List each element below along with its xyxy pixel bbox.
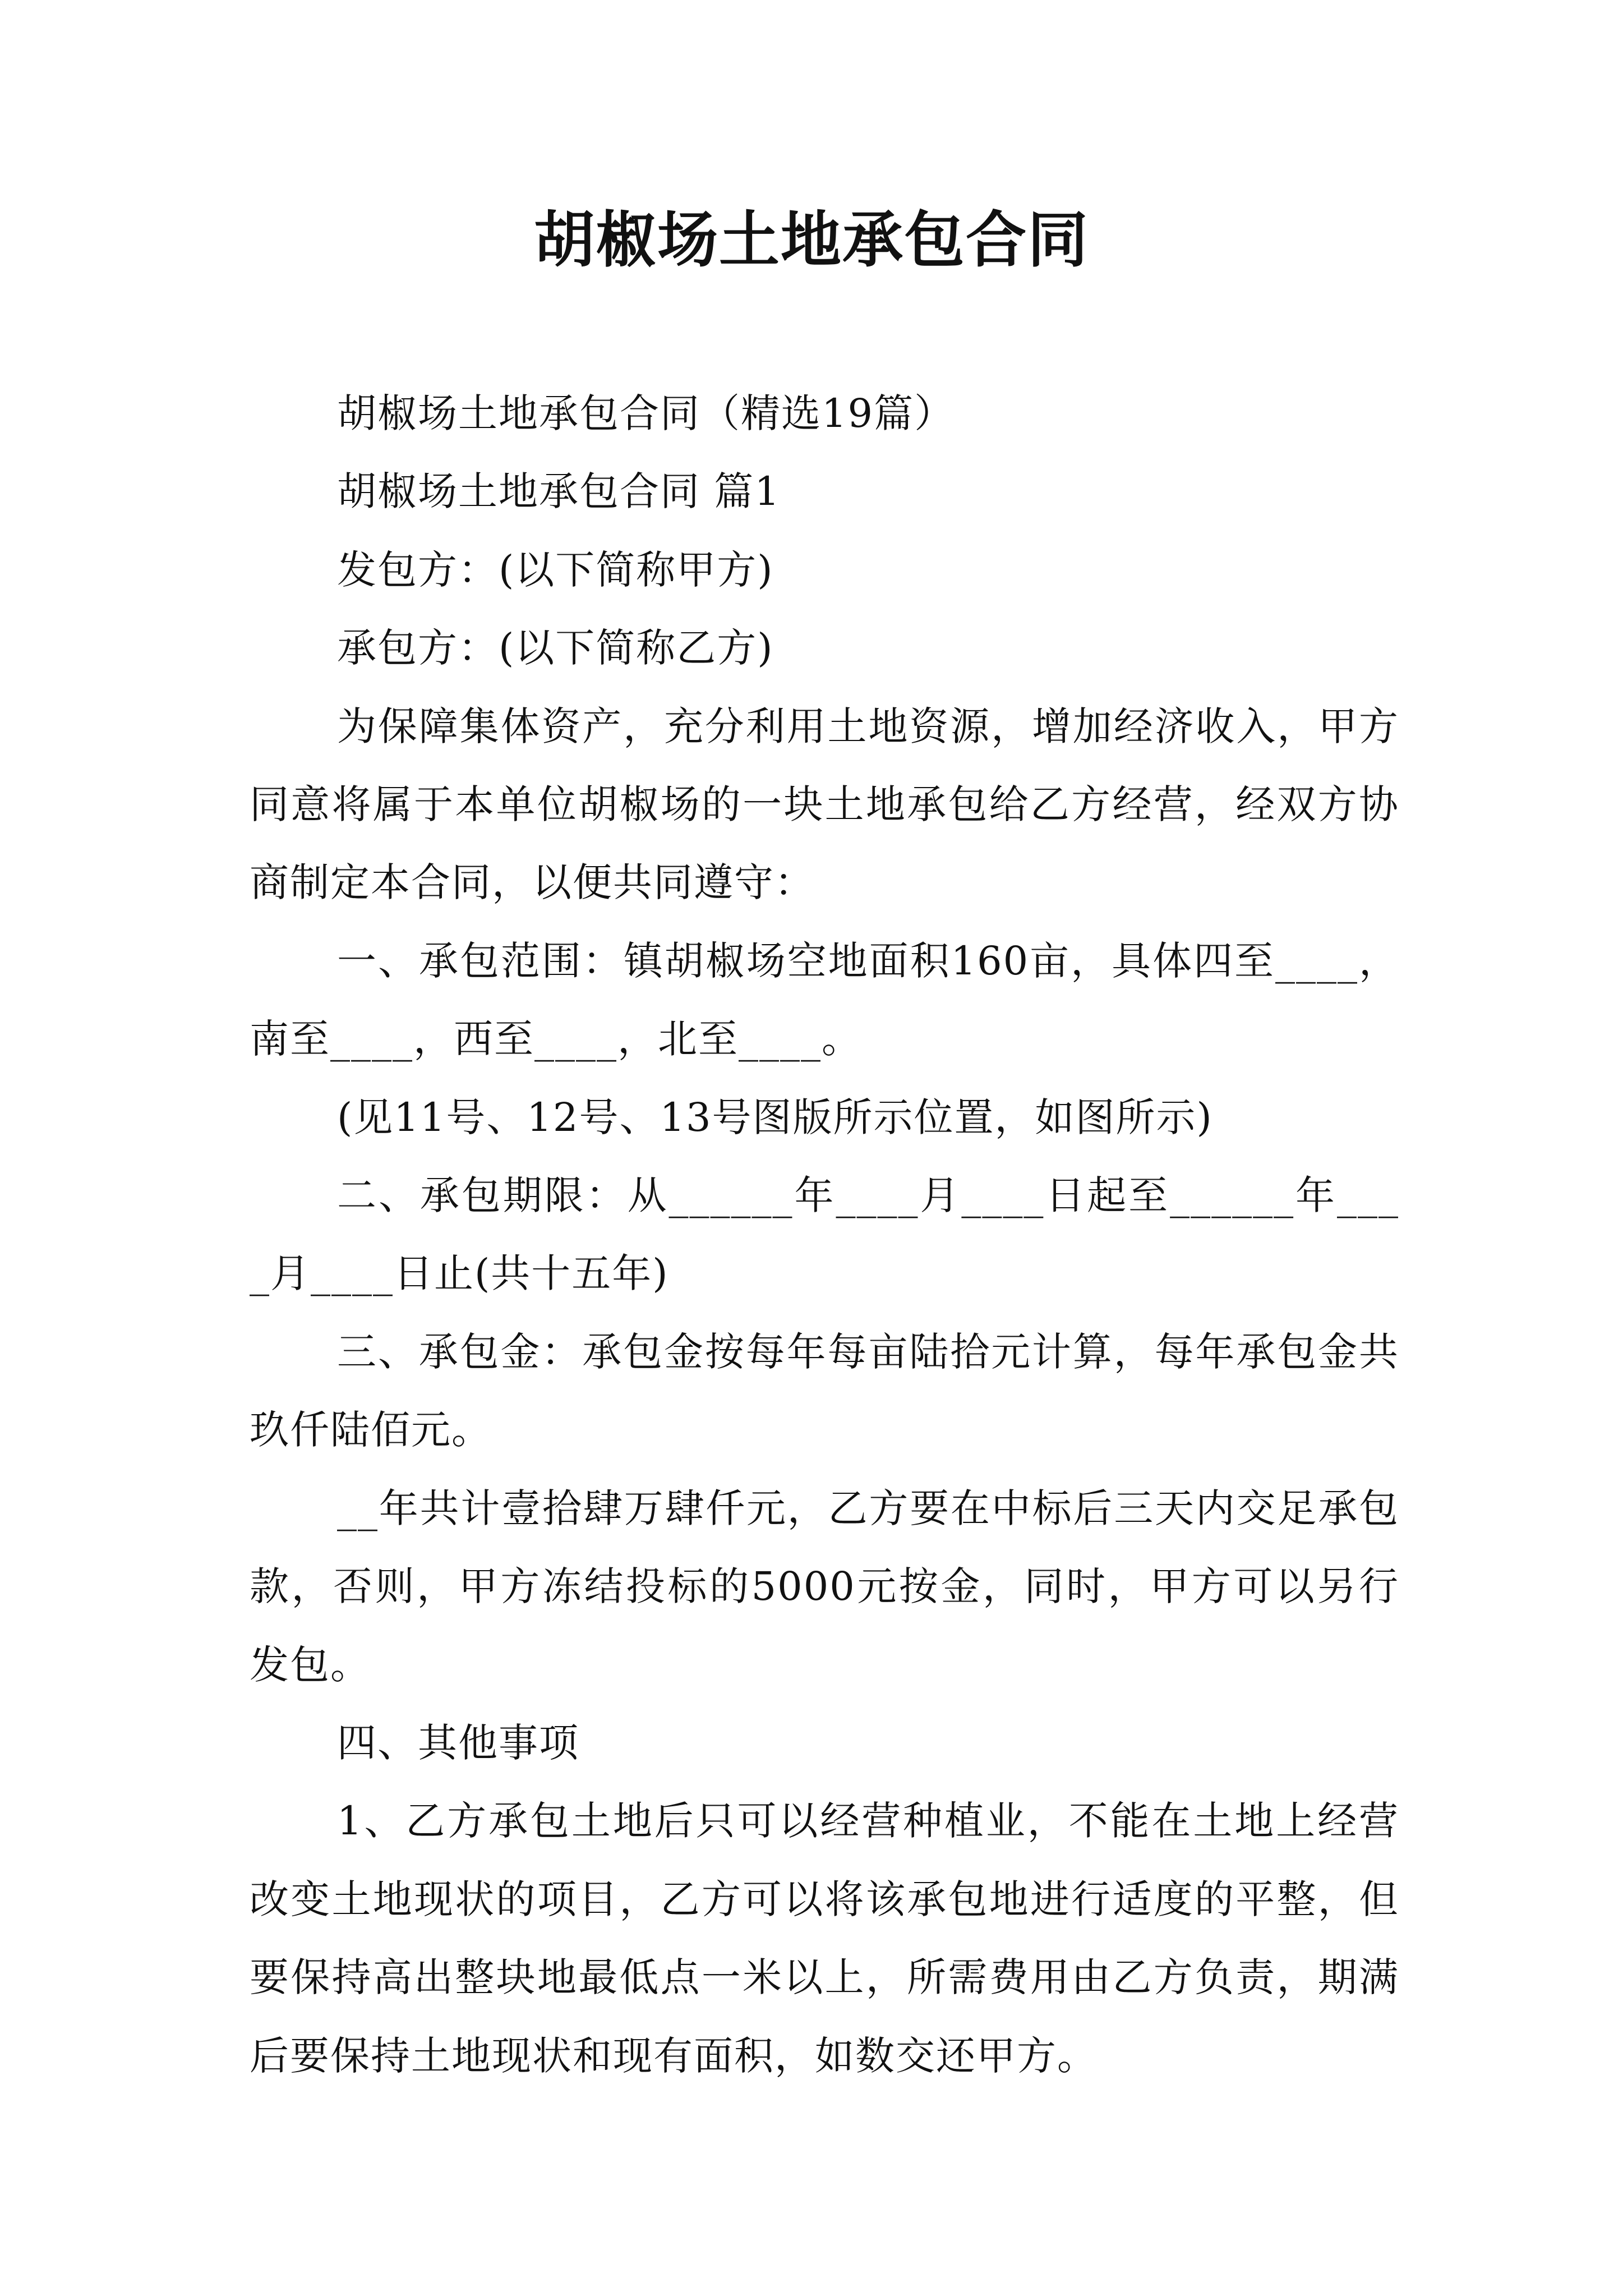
party-b-line: 承包方：(以下简称乙方)	[337, 625, 774, 671]
subtitle-paragraph: 胡椒场土地承包合同（精选19篇）	[337, 390, 955, 436]
document-title: 胡椒场土地承包合同	[533, 205, 1089, 275]
clause-term: 二、承包期限：从______年____月____日起至______年____月____日止(共十五年)	[250, 1172, 1399, 1297]
preamble-paragraph: 为保障集体资产，充分利用土地资源，增加经济收入，甲方同意将属于本单位胡椒场的一块土地承包给乙方经营，经双方协商制定本合同，以便共同遵守：	[250, 703, 1399, 906]
clause-fee-total: __年共计壹拾肆万肆仟元，乙方要在中标后三天内交足承包款，否则，甲方冻结投标的5000元按金，同时，甲方可以另行发包。	[250, 1485, 1399, 1688]
clause-scope-note: (见11号、12号、13号图版所示位置，如图所示)	[337, 1094, 1213, 1140]
clause-fee: 三、承包金：承包金按每年每亩陆拾元计算，每年承包金共玖仟陆佰元。	[250, 1328, 1399, 1453]
party-a-line: 发包方：(以下简称甲方)	[337, 546, 774, 593]
clause-other-item-1: 1、乙方承包土地后只可以经营种植业，不能在土地上经营改变土地现状的项目，乙方可以将该承包地进行适度的平整，但要保持高出整块地最低点一米以上，所需费用由乙方负责，期满后要保持土地现状和现有面积，如数交还甲方。	[250, 1798, 1399, 2079]
section-heading: 胡椒场土地承包合同 篇1	[337, 468, 781, 515]
clause-other-heading: 四、其他事项	[337, 1719, 579, 1766]
document-body	[250, 375, 1399, 2095]
clause-scope: 一、承包范围：镇胡椒场空地面积160亩，具体四至____，南至____，西至____，北至____。	[250, 937, 1399, 1062]
